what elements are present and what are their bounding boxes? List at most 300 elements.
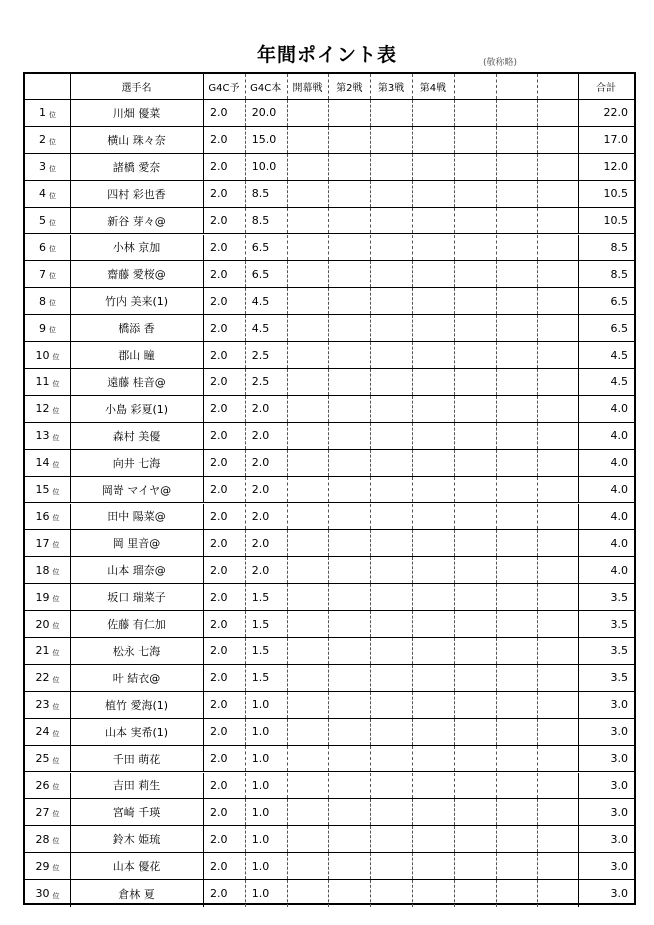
event-points: 8.5 [251,214,270,228]
rank-suffix: 位 [52,433,60,442]
event-divider [245,504,246,530]
rank-cell [25,880,70,907]
event-divider [537,288,538,314]
event-divider [287,557,288,583]
event-points: 4.5 [251,321,270,335]
column-divider [70,853,71,879]
event-divider [537,799,538,825]
event-divider [537,504,538,530]
rank-suffix: 位 [52,729,60,738]
column-divider [578,584,579,610]
header-player-name: 選手名 [121,83,152,94]
column-divider [203,181,204,207]
event-points: 1.0 [251,778,270,792]
event-divider [328,423,329,449]
table-row [25,154,634,181]
event-divider [287,127,288,153]
player-name: 横山 珠々奈 [107,133,166,147]
event-divider [412,773,413,799]
event-divider [496,235,497,261]
event-divider [245,315,246,341]
rank-suffix: 位 [49,272,56,281]
total-points: 4.0 [610,536,628,550]
event-divider [370,880,371,907]
rank-number: 9 [39,321,46,335]
event-divider [245,746,246,772]
player-name: 遠藤 桂音@ [107,375,166,389]
rank-number: 28 [35,832,50,846]
rank-cell [25,826,70,852]
event-points: 2.0 [251,429,270,443]
player-name: 郡山 瞳 [118,349,155,363]
event-divider [287,638,288,664]
event-divider [454,423,455,449]
event-divider [496,369,497,395]
rank-number: 5 [39,214,46,228]
event-divider [328,450,329,476]
table-row [25,181,634,208]
event-divider [412,315,413,341]
column-divider [70,261,71,287]
event-divider [454,181,455,207]
event-points: 2.0 [210,483,228,497]
table-row [25,342,634,369]
event-points: 4.5 [251,294,270,308]
rank-suffix: 位 [52,783,60,792]
player-name: 千田 萌花 [112,752,161,766]
event-divider [412,396,413,422]
table-row [25,557,634,584]
event-points: 2.0 [210,887,228,901]
player-name: 小林 京加 [112,241,161,255]
event-divider [245,584,246,610]
column-divider [578,557,579,583]
table-row [25,692,634,719]
event-divider [370,208,371,234]
event-divider [370,557,371,583]
rank-suffix: 位 [52,595,60,604]
event-divider [370,853,371,879]
event-divider [370,127,371,153]
rank-number: 8 [39,294,46,308]
event-points: 1.0 [251,832,270,846]
column-divider [203,638,204,664]
rank-cell [25,396,70,422]
event-points: 2.0 [210,752,228,766]
total-points: 3.5 [610,644,628,658]
rank-suffix: 位 [52,541,60,550]
event-points: 2.0 [210,698,228,712]
player-name: 竹内 美来(1) [104,295,169,309]
event-divider [412,557,413,583]
points-table [23,72,636,905]
table-row [25,396,634,423]
event-divider [328,826,329,852]
header-event-3: 開幕戦 [292,83,323,94]
rank-cell [25,799,70,825]
column-divider [203,208,204,234]
player-name: 山本 実希(1) [104,725,169,739]
column-divider [70,315,71,341]
event-divider [245,826,246,852]
rank-cell [25,692,70,718]
column-divider [578,342,579,368]
event-points: 1.5 [251,617,270,631]
event-divider [537,423,538,449]
rank-suffix: 位 [52,568,60,577]
table-row [25,369,634,396]
total-points: 3.0 [610,832,628,846]
column-divider [70,342,71,368]
event-divider [245,369,246,395]
event-points: 1.0 [251,805,270,819]
player-name: 山本 瑠奈@ [107,564,166,578]
event-divider [496,853,497,879]
event-divider [454,773,455,799]
column-divider [578,100,579,126]
column-divider [578,692,579,718]
header-event-2: G4C本 [250,83,282,94]
rank-number: 1 [39,106,46,120]
event-divider [328,369,329,395]
event-divider [328,746,329,772]
event-divider [412,288,413,314]
event-points: 2.0 [210,402,228,416]
header-event-1: G4C予 [208,83,240,94]
event-divider [245,799,246,825]
rank-cell [25,235,70,261]
event-divider [328,584,329,610]
event-divider [537,127,538,153]
event-divider [245,181,246,207]
event-divider [496,396,497,422]
rank-number: 2 [39,133,46,147]
rank-number: 23 [35,698,50,712]
header-event-7 [454,74,496,99]
event-divider [370,423,371,449]
header-event-6: 第4戦 [419,83,447,94]
event-points: 2.0 [251,483,270,497]
event-divider [287,719,288,745]
event-divider [370,315,371,341]
event-divider [496,342,497,368]
event-divider [287,530,288,556]
column-divider [70,396,71,422]
event-points: 2.0 [210,832,228,846]
event-divider [328,692,329,718]
event-divider [287,611,288,637]
rank-suffix: 位 [52,379,60,388]
column-divider [578,665,579,691]
rank-number: 10 [35,348,50,362]
rank-suffix: 位 [52,837,60,846]
rank-cell [25,773,70,799]
event-divider [496,127,497,153]
event-points: 2.0 [251,402,270,416]
event-divider [287,504,288,530]
event-divider [496,74,497,99]
rank-suffix: 位 [49,326,56,335]
event-divider [454,584,455,610]
rank-cell [25,369,70,395]
event-points: 1.0 [251,725,270,739]
event-divider [454,208,455,234]
event-points: 1.5 [251,590,270,604]
event-points: 2.0 [251,563,270,577]
table-row [25,719,634,746]
event-points: 1.0 [251,752,270,766]
event-divider [287,74,288,99]
event-divider [245,477,246,503]
rank-suffix: 位 [49,137,56,146]
header-total: 合計 [596,83,616,94]
event-divider [370,530,371,556]
event-divider [454,880,455,907]
event-divider [496,423,497,449]
event-divider [496,826,497,852]
event-divider [454,342,455,368]
event-divider [287,315,288,341]
column-divider [70,584,71,610]
rank-suffix: 位 [49,299,56,308]
event-divider [370,100,371,126]
player-name: 佐藤 有仁加 [107,618,166,632]
table-row [25,799,634,826]
event-divider [328,799,329,825]
event-divider [496,799,497,825]
event-divider [328,611,329,637]
column-divider [578,530,579,556]
event-divider [412,235,413,261]
event-divider [370,288,371,314]
column-divider [70,235,71,261]
event-points: 2.5 [251,375,270,389]
column-divider [203,719,204,745]
rank-suffix: 位 [52,675,60,684]
honorifics-note: (敬称略) [483,58,518,68]
event-divider [496,181,497,207]
event-divider [412,127,413,153]
rank-cell [25,584,70,610]
event-divider [496,100,497,126]
player-name: 新谷 芽々@ [107,214,166,228]
event-divider [287,423,288,449]
event-points: 2.0 [210,240,228,254]
total-points: 4.0 [610,402,628,416]
event-divider [537,208,538,234]
event-divider [287,477,288,503]
event-points: 2.0 [210,267,228,281]
event-divider [245,557,246,583]
event-points: 2.0 [210,321,228,335]
event-points: 2.0 [210,805,228,819]
event-divider [496,638,497,664]
event-divider [370,746,371,772]
column-divider [578,719,579,745]
rank-number: 14 [35,456,50,470]
column-divider [203,315,204,341]
event-divider [370,799,371,825]
event-divider [537,719,538,745]
event-divider [454,235,455,261]
rank-number: 7 [39,267,46,281]
event-divider [328,773,329,799]
column-divider [578,853,579,879]
event-divider [412,799,413,825]
event-divider [496,450,497,476]
column-divider [70,369,71,395]
rank-cell [25,746,70,772]
event-divider [328,853,329,879]
column-divider [203,557,204,583]
event-points: 6.5 [251,240,270,254]
event-divider [496,692,497,718]
total-points: 3.0 [610,752,628,766]
event-divider [370,74,371,99]
event-divider [537,74,538,99]
event-divider [412,342,413,368]
event-points: 20.0 [251,106,277,120]
event-points: 2.0 [210,294,228,308]
column-divider [203,826,204,852]
total-points: 4.0 [610,483,628,497]
event-divider [496,261,497,287]
event-divider [370,154,371,180]
column-divider [203,261,204,287]
event-points: 2.0 [210,160,228,174]
column-divider [203,154,204,180]
table-row [25,746,634,773]
column-divider [578,880,579,907]
event-divider [287,826,288,852]
event-points: 2.0 [210,536,228,550]
rank-number: 27 [35,805,50,819]
event-divider [454,100,455,126]
total-points: 6.5 [610,321,628,335]
event-divider [412,504,413,530]
player-name: 倉林 夏 [118,887,155,901]
column-divider [578,127,579,153]
column-divider [70,530,71,556]
total-points: 3.5 [610,617,628,631]
table-row [25,665,634,692]
column-divider [203,369,204,395]
rank-number: 22 [35,671,50,685]
player-name: 川畑 優菜 [112,106,161,120]
player-name: 四村 彩也香 [107,187,166,201]
column-divider [203,773,204,799]
column-divider [203,127,204,153]
event-points: 6.5 [251,267,270,281]
player-name: 向井 七海 [112,456,161,470]
event-points: 2.0 [251,536,270,550]
event-divider [496,477,497,503]
rank-suffix: 位 [52,460,60,469]
rank-number: 19 [35,590,50,604]
event-divider [328,261,329,287]
event-divider [245,288,246,314]
column-divider [203,450,204,476]
event-divider [412,477,413,503]
table-row [25,638,634,665]
event-points: 2.0 [210,859,228,873]
event-divider [454,665,455,691]
table-row [25,611,634,638]
rank-cell [25,530,70,556]
event-divider [454,826,455,852]
total-points: 3.0 [610,778,628,792]
event-divider [328,557,329,583]
rank-suffix: 位 [52,864,60,873]
event-divider [454,477,455,503]
event-points: 1.0 [251,859,270,873]
column-divider [70,826,71,852]
event-divider [328,880,329,907]
table-row [25,127,634,154]
total-points: 4.0 [610,456,628,470]
column-divider [578,423,579,449]
event-divider [412,611,413,637]
rank-cell [25,504,70,530]
event-divider [412,880,413,907]
column-divider [70,477,71,503]
column-divider [70,611,71,637]
column-divider [203,530,204,556]
event-divider [287,665,288,691]
event-divider [454,288,455,314]
event-points: 8.5 [251,187,270,201]
column-divider [70,773,71,799]
event-divider [537,773,538,799]
player-name: 植竹 愛海(1) [104,698,169,712]
table-row [25,423,634,450]
column-divider [70,557,71,583]
player-name: 叶 結衣@ [112,671,161,685]
event-divider [496,315,497,341]
rank-cell [25,208,70,234]
rank-number: 29 [35,859,50,873]
event-divider [370,665,371,691]
column-divider [70,288,71,314]
column-divider [203,665,204,691]
event-divider [454,799,455,825]
event-divider [287,396,288,422]
event-divider [454,557,455,583]
event-divider [245,100,246,126]
column-divider [578,611,579,637]
rank-suffix: 位 [49,110,56,119]
event-divider [537,853,538,879]
event-divider [412,181,413,207]
header-event-9 [537,74,579,99]
column-divider [70,423,71,449]
event-divider [412,853,413,879]
event-points: 2.0 [210,509,228,523]
column-divider [578,638,579,664]
column-divider [70,450,71,476]
event-divider [454,638,455,664]
event-divider [370,477,371,503]
column-divider [578,396,579,422]
event-divider [412,100,413,126]
event-divider [537,692,538,718]
event-divider [496,504,497,530]
rank-number: 4 [39,187,46,201]
rank-cell [25,719,70,745]
event-divider [245,127,246,153]
event-divider [328,396,329,422]
event-divider [287,692,288,718]
